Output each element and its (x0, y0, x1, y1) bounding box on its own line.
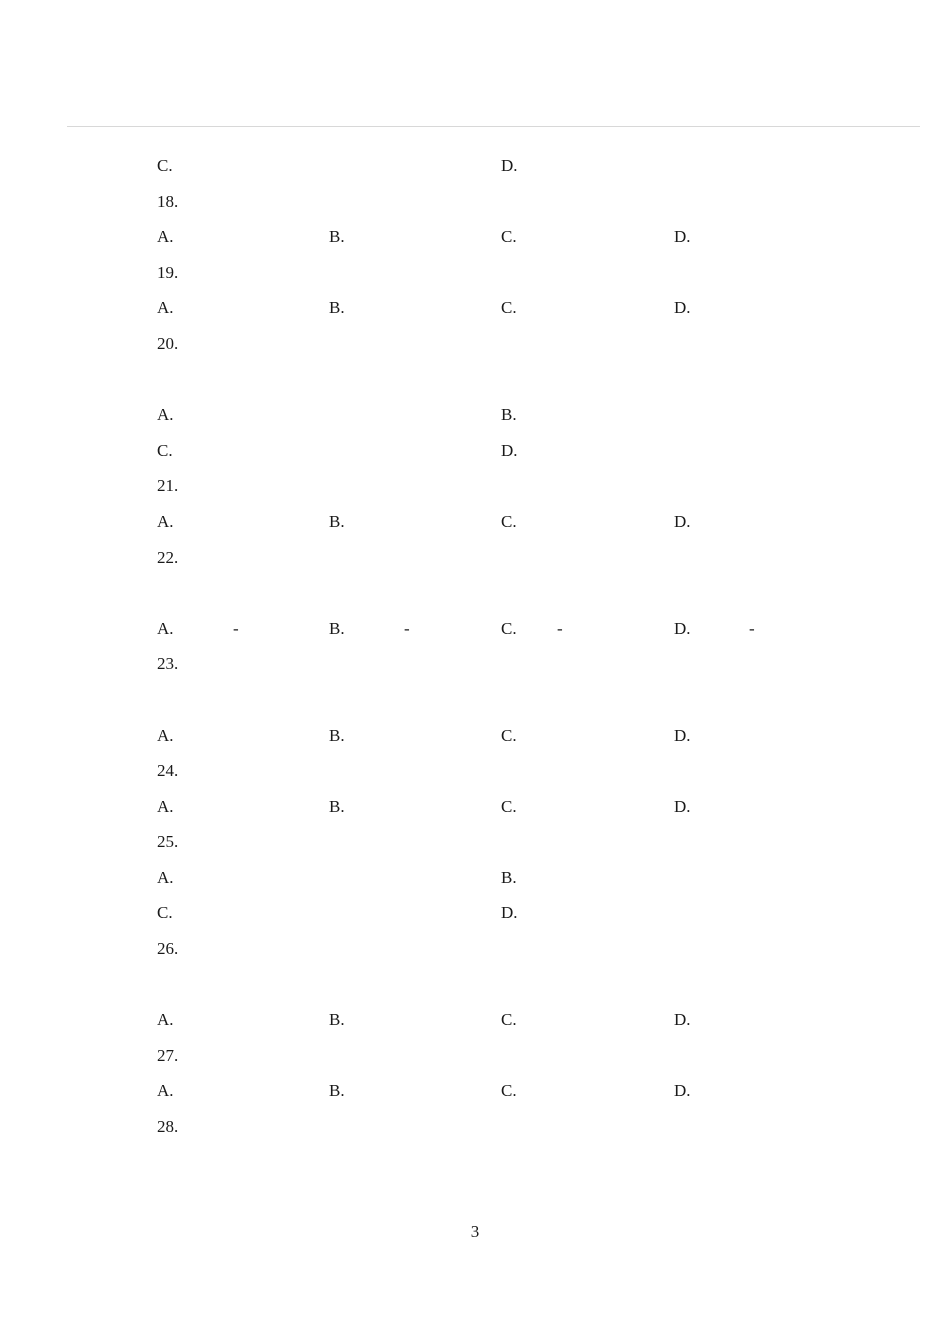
question-row (157, 540, 857, 576)
option-label: B. (501, 405, 517, 425)
option-label: C. (501, 298, 517, 318)
option-label: D. (674, 618, 691, 638)
question-row (157, 184, 857, 220)
option-label: D. (674, 725, 691, 745)
question-row (157, 468, 857, 504)
option-dash: - (233, 618, 239, 638)
options-row (157, 433, 857, 469)
options-row (157, 504, 857, 540)
option-label: C. (157, 903, 173, 923)
option-label: D. (501, 440, 518, 460)
options-row (157, 1002, 857, 1038)
option-dash: - (557, 618, 563, 638)
header-rule (67, 126, 920, 127)
page-number: 3 (470, 1222, 480, 1241)
option-label: B. (329, 796, 345, 816)
option-label: A. (157, 725, 174, 745)
option-label: C. (501, 511, 517, 531)
question-number: 21. (157, 476, 179, 496)
question-number: 20. (157, 333, 179, 353)
option-label: D. (674, 298, 691, 318)
question-row (157, 1109, 857, 1145)
option-label: C. (501, 1010, 517, 1030)
option-label: B. (329, 1081, 345, 1101)
question-number: 18. (157, 191, 179, 211)
option-label: A. (157, 618, 174, 638)
question-row (157, 931, 857, 967)
blank-line (157, 362, 857, 398)
option-label: B. (329, 725, 345, 745)
option-label: B. (329, 227, 345, 247)
question-number: 22. (157, 547, 179, 567)
option-label: D. (674, 1081, 691, 1101)
question-row (157, 646, 857, 682)
option-label: D. (674, 1010, 691, 1030)
option-label: B. (501, 867, 517, 887)
option-label: A. (157, 1010, 174, 1030)
options-row (157, 895, 857, 931)
question-row (157, 255, 857, 291)
options-row (157, 290, 857, 326)
option-label: C. (501, 725, 517, 745)
option-label: A. (157, 796, 174, 816)
option-dash: - (404, 618, 410, 638)
option-label: B. (329, 1010, 345, 1030)
question-list (157, 148, 857, 1145)
option-label: A. (157, 405, 174, 425)
question-number: 28. (157, 1117, 179, 1137)
option-label: C. (501, 1081, 517, 1101)
options-row (157, 611, 857, 647)
options-row (157, 860, 857, 896)
option-label: C. (501, 618, 517, 638)
option-label: D. (674, 227, 691, 247)
question-row (157, 753, 857, 789)
option-dash: - (749, 618, 755, 638)
option-label: D. (501, 903, 518, 923)
blank-line (157, 575, 857, 611)
option-label: C. (501, 227, 517, 247)
option-label: C. (157, 440, 173, 460)
option-label: B. (329, 618, 345, 638)
options-row (157, 789, 857, 825)
question-number: 27. (157, 1045, 179, 1065)
option-label: C. (157, 156, 173, 175)
option-label: A. (157, 1081, 174, 1101)
options-row (157, 1073, 857, 1109)
option-label: A. (157, 867, 174, 887)
option-label: A. (157, 227, 174, 247)
option-label: A. (157, 298, 174, 318)
option-label: D. (501, 156, 518, 175)
question-row (157, 1038, 857, 1074)
option-label: B. (329, 511, 345, 531)
question-number: 23. (157, 654, 179, 674)
options-row (157, 148, 857, 184)
options-row (157, 397, 857, 433)
question-number: 24. (157, 761, 179, 781)
options-row (157, 718, 857, 754)
blank-line (157, 682, 857, 718)
option-label: D. (674, 511, 691, 531)
option-label: A. (157, 511, 174, 531)
question-row (157, 824, 857, 860)
option-label: D. (674, 796, 691, 816)
blank-line (157, 967, 857, 1003)
options-row (157, 219, 857, 255)
question-number: 19. (157, 262, 179, 282)
question-row (157, 326, 857, 362)
option-label: B. (329, 298, 345, 318)
question-number: 25. (157, 832, 179, 852)
option-label: C. (501, 796, 517, 816)
question-number: 26. (157, 939, 179, 959)
